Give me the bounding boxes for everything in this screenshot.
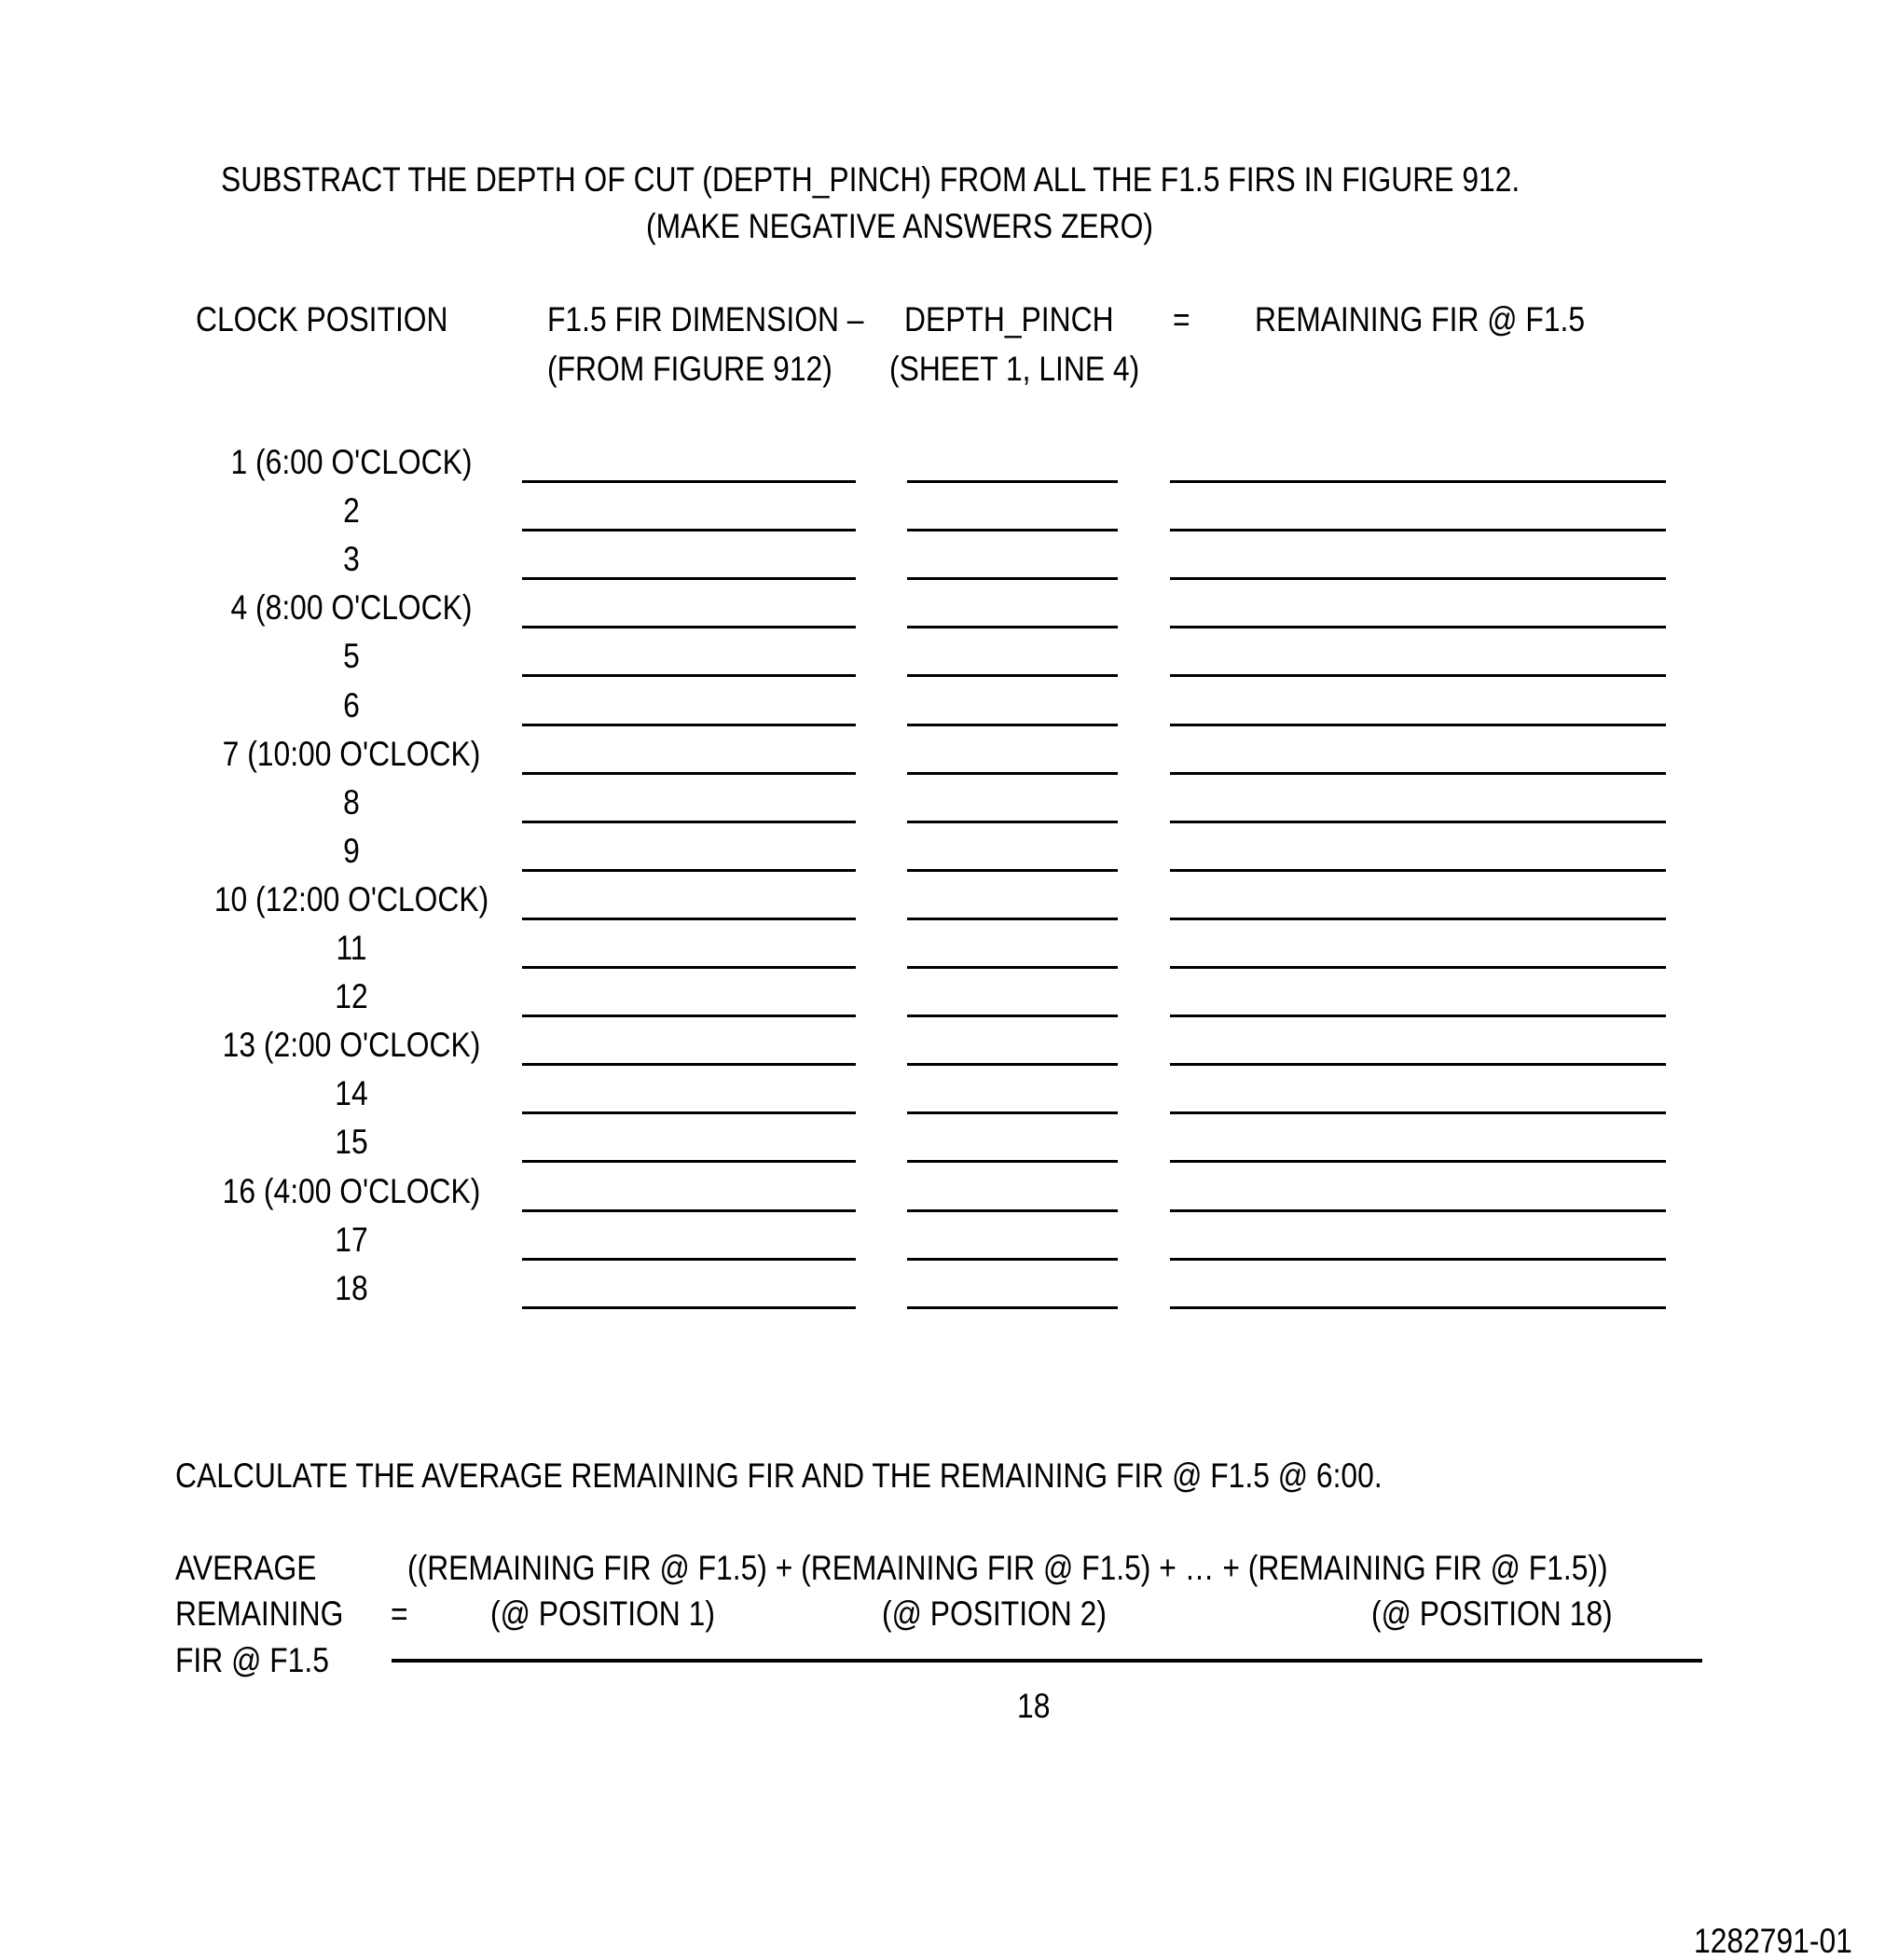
- clock-position-label: 14: [335, 1074, 368, 1112]
- remaining-fir-blank[interactable]: [1170, 1258, 1666, 1261]
- f15-fir-blank[interactable]: [522, 1306, 856, 1309]
- formula-denominator: 18: [1017, 1687, 1051, 1725]
- f15-fir-blank[interactable]: [522, 1111, 856, 1114]
- clock-position-label: 15: [335, 1123, 368, 1161]
- remaining-fir-blank[interactable]: [1170, 966, 1666, 969]
- depth-pinch-blank[interactable]: [907, 1015, 1118, 1017]
- header-remaining-fir: REMAINING FIR @ F1.5: [1255, 300, 1586, 338]
- clock-position-label: 1 (6:00 O'CLOCK): [230, 443, 473, 481]
- f15-fir-blank[interactable]: [522, 674, 856, 677]
- clock-position-label: 2: [343, 491, 360, 530]
- f15-fir-blank[interactable]: [522, 577, 856, 580]
- remaining-fir-blank[interactable]: [1170, 577, 1666, 580]
- header-depth-pinch: DEPTH_PINCH: [904, 300, 1114, 338]
- remaining-fir-blank[interactable]: [1170, 529, 1666, 531]
- f15-fir-blank[interactable]: [522, 724, 856, 726]
- clock-position-label: 4 (8:00 O'CLOCK): [230, 588, 473, 627]
- remaining-fir-blank[interactable]: [1170, 1015, 1666, 1017]
- clock-position-label: 6: [343, 686, 360, 725]
- clock-position-label: 8: [343, 783, 360, 821]
- clock-position-label: 3: [343, 540, 360, 578]
- remaining-fir-blank[interactable]: [1170, 1306, 1666, 1309]
- header-equals: =: [1173, 300, 1190, 338]
- clock-position-label: 7 (10:00 O'CLOCK): [222, 735, 481, 773]
- instruction-line-1: SUBSTRACT THE DEPTH OF CUT (DEPTH_PINCH) FROM ALL THE F1.5 FIRS IN FIGURE 912.: [221, 160, 1520, 199]
- instruction-line-2: (MAKE NEGATIVE ANSWERS ZERO): [646, 207, 1153, 245]
- f15-fir-blank[interactable]: [522, 1015, 856, 1017]
- formula-label-fir: FIR @ F1.5: [175, 1641, 329, 1679]
- remaining-fir-blank[interactable]: [1170, 1063, 1666, 1066]
- header-from-figure: (FROM FIGURE 912): [547, 350, 832, 388]
- clock-position-label: 9: [343, 832, 360, 870]
- remaining-fir-blank[interactable]: [1170, 626, 1666, 628]
- depth-pinch-blank[interactable]: [907, 529, 1118, 531]
- f15-fir-blank[interactable]: [522, 1160, 856, 1163]
- depth-pinch-blank[interactable]: [907, 674, 1118, 677]
- f15-fir-blank[interactable]: [522, 529, 856, 531]
- remaining-fir-blank[interactable]: [1170, 1111, 1666, 1114]
- f15-fir-blank[interactable]: [522, 869, 856, 872]
- depth-pinch-blank[interactable]: [907, 626, 1118, 628]
- formula-position-18: (@ POSITION 18): [1371, 1594, 1613, 1633]
- depth-pinch-blank[interactable]: [907, 1258, 1118, 1261]
- header-clock-position: CLOCK POSITION: [196, 300, 448, 338]
- depth-pinch-blank[interactable]: [907, 772, 1118, 775]
- f15-fir-blank[interactable]: [522, 821, 856, 823]
- depth-pinch-blank[interactable]: [907, 821, 1118, 823]
- formula-numerator: ((REMAINING FIR @ F1.5) + (REMAINING FIR @ F1.5) + … + (REMAINING FIR @ F1.5)): [407, 1549, 1608, 1587]
- fraction-bar: [392, 1659, 1702, 1663]
- f15-fir-blank[interactable]: [522, 480, 856, 483]
- remaining-fir-blank[interactable]: [1170, 1160, 1666, 1163]
- clock-position-label: 10 (12:00 O'CLOCK): [213, 880, 489, 918]
- depth-pinch-blank[interactable]: [907, 1063, 1118, 1066]
- clock-position-label: 18: [335, 1269, 368, 1307]
- remaining-fir-blank[interactable]: [1170, 1209, 1666, 1212]
- formula-equals: =: [391, 1594, 408, 1633]
- header-f15-fir-dimension: F1.5 FIR DIMENSION –: [547, 300, 864, 338]
- clock-position-label: 17: [335, 1221, 368, 1259]
- depth-pinch-blank[interactable]: [907, 1306, 1118, 1309]
- calculate-instruction: CALCULATE THE AVERAGE REMAINING FIR AND THE REMAINING FIR @ F1.5 @ 6:00.: [175, 1456, 1383, 1495]
- f15-fir-blank[interactable]: [522, 1063, 856, 1066]
- remaining-fir-blank[interactable]: [1170, 480, 1666, 483]
- f15-fir-blank[interactable]: [522, 772, 856, 775]
- formula-label-remaining: REMAINING: [175, 1594, 344, 1633]
- clock-position-label: 5: [343, 637, 360, 675]
- clock-position-label: 11: [336, 929, 367, 967]
- clock-position-label: 12: [335, 977, 368, 1015]
- depth-pinch-blank[interactable]: [907, 966, 1118, 969]
- depth-pinch-blank[interactable]: [907, 1160, 1118, 1163]
- formula-label-average: AVERAGE: [175, 1549, 317, 1587]
- formula-position-1: (@ POSITION 1): [490, 1594, 715, 1633]
- depth-pinch-blank[interactable]: [907, 577, 1118, 580]
- remaining-fir-blank[interactable]: [1170, 918, 1666, 920]
- f15-fir-blank[interactable]: [522, 626, 856, 628]
- depth-pinch-blank[interactable]: [907, 1111, 1118, 1114]
- f15-fir-blank[interactable]: [522, 918, 856, 920]
- clock-position-label: 16 (4:00 O'CLOCK): [222, 1172, 481, 1210]
- remaining-fir-blank[interactable]: [1170, 674, 1666, 677]
- depth-pinch-blank[interactable]: [907, 918, 1118, 920]
- clock-position-label: 13 (2:00 O'CLOCK): [222, 1026, 481, 1064]
- depth-pinch-blank[interactable]: [907, 1209, 1118, 1212]
- formula-position-2: (@ POSITION 2): [882, 1594, 1107, 1633]
- remaining-fir-blank[interactable]: [1170, 724, 1666, 726]
- header-sheet-line: (SHEET 1, LINE 4): [889, 350, 1140, 388]
- remaining-fir-blank[interactable]: [1170, 869, 1666, 872]
- remaining-fir-blank[interactable]: [1170, 821, 1666, 823]
- remaining-fir-blank[interactable]: [1170, 772, 1666, 775]
- depth-pinch-blank[interactable]: [907, 724, 1118, 726]
- f15-fir-blank[interactable]: [522, 1258, 856, 1261]
- f15-fir-blank[interactable]: [522, 966, 856, 969]
- depth-pinch-blank[interactable]: [907, 480, 1118, 483]
- f15-fir-blank[interactable]: [522, 1209, 856, 1212]
- depth-pinch-blank[interactable]: [907, 869, 1118, 872]
- figure-id: 1282791-01: [1694, 1922, 1852, 1960]
